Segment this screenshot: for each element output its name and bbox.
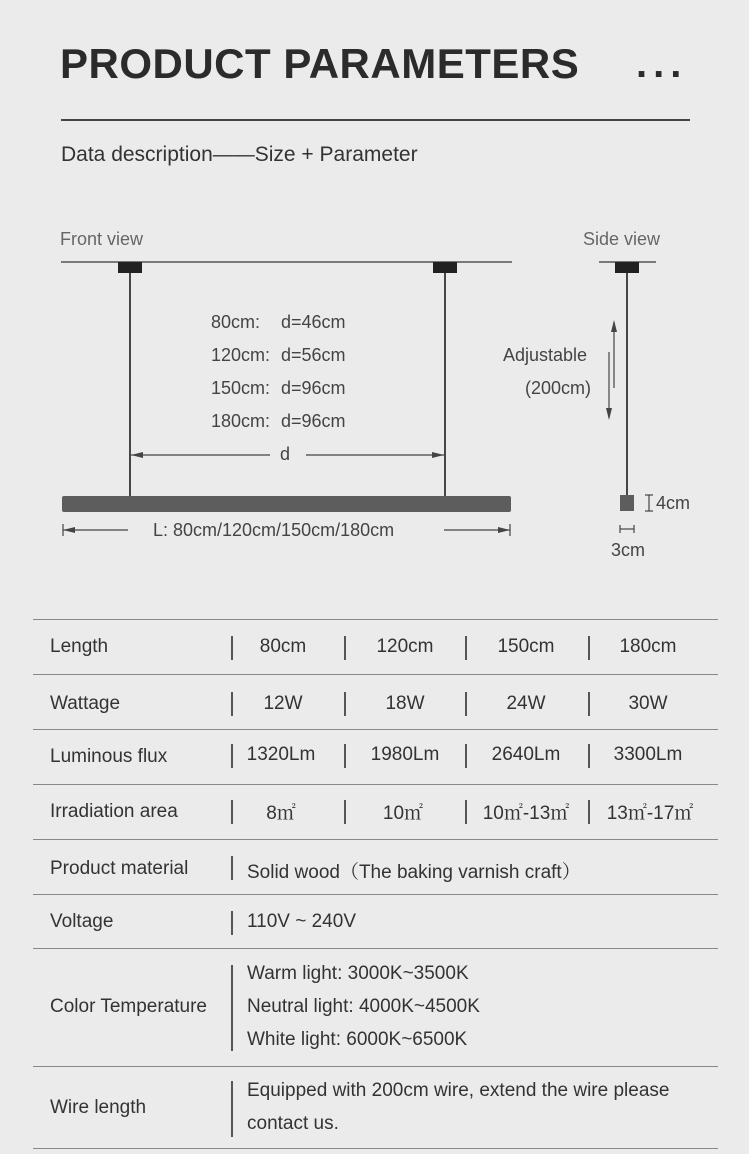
cell-text: White light: 6000K~6500K [247,1029,468,1050]
d-arrowhead-left [131,452,143,458]
front-view-label: Front view [60,229,144,249]
row-label: Product material [50,858,189,879]
adjustable-value: (200cm) [525,378,592,398]
cell-value: 10㎡ [382,803,424,824]
table-row-irradiation-area [33,784,718,839]
spec-length: 120cm: [211,345,271,365]
cell-value: 10㎡-13㎡ [482,803,570,824]
width-label: 3cm [611,540,646,560]
cell-divider [588,636,590,660]
more-dots: ... [636,42,688,86]
side-lamp-profile [620,495,634,511]
cell-value: 30W [628,693,668,714]
cell-value: 80cm [259,636,307,657]
cell-divider [231,1081,233,1137]
l-arrowhead-right [498,527,510,533]
row-label: Irradiation area [50,801,178,822]
cell-value: 150cm [497,636,555,657]
table-row-voltage [33,894,718,948]
cell-value: 18W [385,693,425,714]
cell-value: 180cm [619,636,677,657]
spec-distance: d=56cm [281,345,346,365]
cell-divider [588,744,590,768]
row-label: Wattage [50,693,121,714]
cell-text: 110V ~ 240V [247,911,356,932]
l-arrowhead-left [63,527,75,533]
d-arrowhead-right [432,452,444,458]
cell-value: 1980Lm [370,744,440,765]
lamp-bar [62,496,511,512]
side-mount [615,262,639,273]
parameter-table [33,619,718,1149]
cell-value: 120cm [376,636,434,657]
cell-value: 8㎡ [266,803,296,824]
d-label: d [280,444,291,464]
row-label: Wire length [50,1097,147,1118]
side-view-label: Side view [583,229,661,249]
cell-value: 13㎡-17㎡ [606,803,694,824]
height-label: 4cm [656,493,691,513]
cell-divider [465,692,467,716]
cell-divider [344,692,346,716]
spec-length: 150cm: [211,378,271,398]
cell-divider [344,744,346,768]
spec-length: 180cm: [211,411,271,431]
row-label: Voltage [50,911,114,932]
cell-divider [231,911,233,935]
cell-divider [588,692,590,716]
cell-divider [465,800,467,824]
cell-text: Equipped with 200cm wire, extend the wire please [247,1080,670,1101]
cell-value: 2640Lm [491,744,561,765]
cell-divider [344,800,346,824]
page-title: PRODUCT PARAMETERS [60,40,580,87]
cell-text: Neutral light: 4000K~4500K [247,996,480,1017]
table-row-product-material [33,839,718,894]
table-row-color-temperature [33,948,718,1066]
cell-text: Solid wood（The baking varnish craft） [247,862,581,883]
adjustable-label: Adjustable [503,345,588,365]
section-subtitle: Data description——Size + Parameter [61,143,418,166]
spec-distance: d=96cm [281,378,346,398]
front-mount-right [433,262,457,273]
cell-divider [231,965,233,1051]
cell-divider [588,800,590,824]
front-mount-left [118,262,142,273]
length-label: L: 80cm/120cm/150cm/180cm [153,520,395,540]
adjustable-arrowhead-up [611,320,617,332]
cell-value: 3300Lm [613,744,683,765]
table-row-luminous-flux [33,729,718,784]
adjustable-arrowhead-down [606,408,612,420]
spec-distance: d=46cm [281,312,346,332]
cell-divider [231,856,233,880]
cell-text: Warm light: 3000K~3500K [247,963,469,984]
cell-value: 12W [263,693,303,714]
table-row-wattage [33,674,718,729]
cell-divider [465,744,467,768]
cell-divider [344,636,346,660]
spec-length: 80cm: [211,312,261,332]
row-label: Length [50,636,109,657]
table-row-wire-length [33,1066,718,1149]
spec-distance: d=96cm [281,411,346,431]
table-row-length [33,619,718,674]
cell-value: 1320Lm [246,744,316,765]
cell-text: contact us. [247,1113,339,1134]
row-label: Color Temperature [50,996,208,1017]
row-label: Luminous flux [50,746,168,767]
cell-value: 24W [506,693,546,714]
cell-divider [465,636,467,660]
